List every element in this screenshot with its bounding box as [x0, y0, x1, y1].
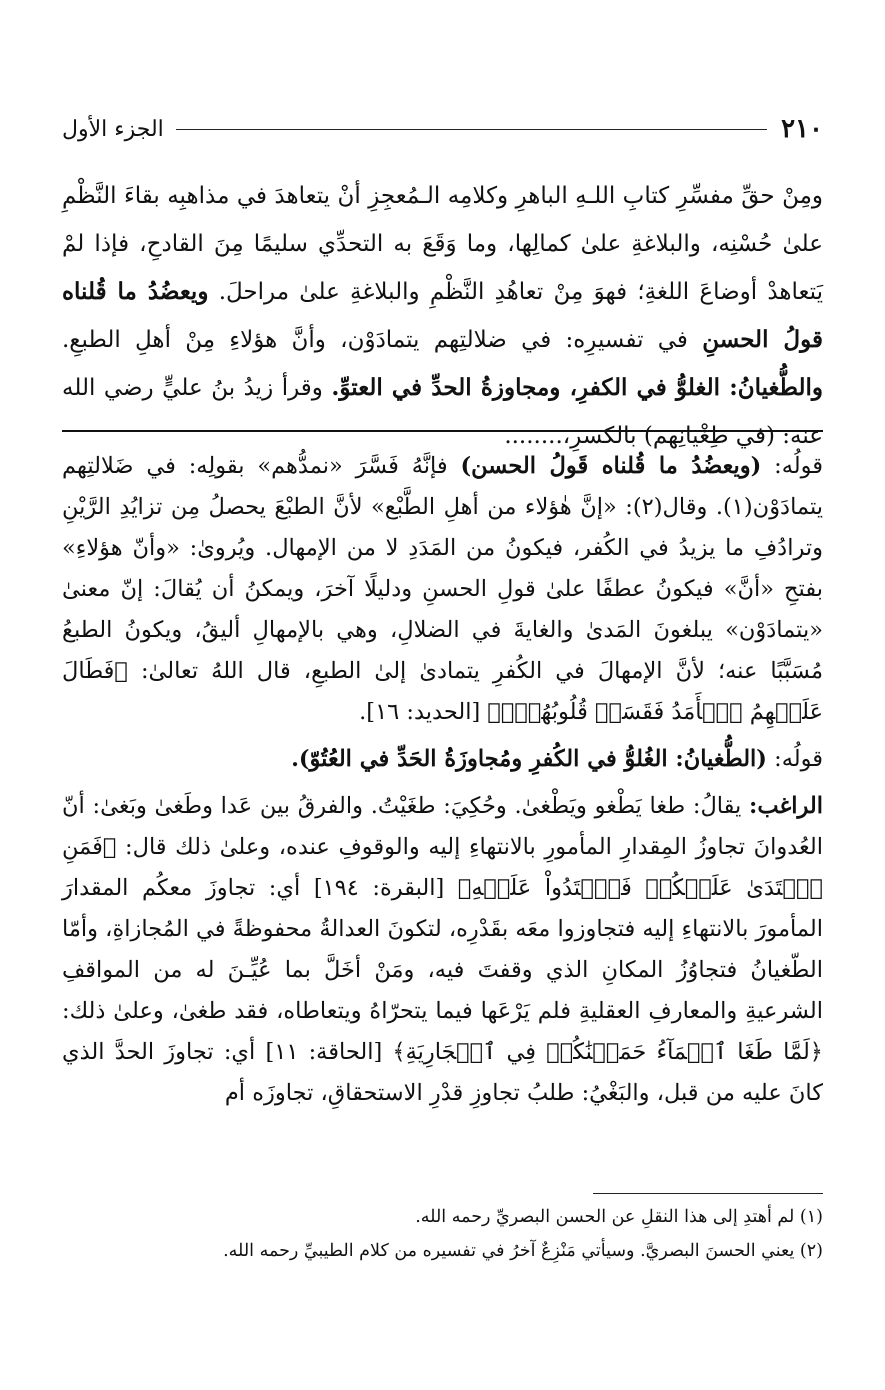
main-text-part: في تفسيرِه: في ضلالتِهم يتمادَوْن، وأنَّ هؤلاءِ مِنْ أهلِ الطبعِ. [62, 327, 688, 353]
footnote-rule [593, 1193, 823, 1194]
main-text-bold: ويعضُدُ ما قُلناه قولُ الحسنِ [62, 278, 824, 353]
main-text-part: وقرأ زيدُ بنُ عليٍّ رضي الله عنه: (في طِغْيانِهم) بالكسرِ،........ [62, 375, 823, 449]
footnote: (٢) يعني الحسنَ البصريَّ. وسيأتي مَنْزِعٌ آخرُ في تفسيره من كلام الطيبيِّ رحمه الله. [223, 1241, 823, 1261]
page-number: ٢١٠ [781, 114, 823, 144]
commentary-label: قولُه: [774, 746, 823, 772]
main-paragraph [62, 172, 823, 460]
commentary-label: قولُه: [774, 453, 824, 479]
commentary-body: فإنَّهُ فَسَّرَ «نمدُّهم» بقولِه: في ضَلالتِهم يتمادَوْن(١). وقال(٢): «إنَّ هٰؤلاء من أهلِ الطَّبْع» لأنَّ الطبْعَ يحصلُ مِن تزايُدِ الرَّيْنِ وترادُفِ ما يزيدُ في الكُفر، فيكونُ من المَدَدِ لا من الإمهال. ويُروىٰ: «وأنّ هؤلاءِ» بفتحِ «أنَّ» فيكونُ عطفًا علىٰ قولِ الحسنِ ودليلًا آخرَ، ويمكنُ أن يُقالَ: إنّ معنىٰ «يتمادَوْن» يبلغونَ المَدىٰ والغايةَ في الضلالِ، وهي بالإمهالِ أليقُ، ويكونُ الطبعُ مُسَبَّبًا عنه؛ لأنَّ الإمهالَ في الكُفرِ يتمادىٰ إلىٰ الطبعِ، قال اللهُ تعالىٰ: ﴿فَطَالَ عَلَيۡهِمُ ٱلۡأَمَدُ فَقَسَتۡ قُلُوبُهُمۡۖ﴾ [الحديد: ١٦]. [62, 453, 823, 725]
commentary-paragraph [62, 739, 823, 780]
commentary-paragraph [62, 446, 823, 733]
main-text [62, 172, 823, 460]
footnotes [62, 1200, 823, 1268]
commentary-text [62, 446, 823, 1120]
commentary-paragraph [62, 786, 823, 1114]
footnote: (١) لم أهتدِ إلى هذا النقلِ عن الحسن البصريِّ رحمه الله. [415, 1207, 823, 1227]
commentary-quote: (ويعضُدُ ما قُلناه قَولُ الحسن) [460, 453, 762, 479]
page-header [62, 112, 823, 146]
commentary-body: يقالُ: طغا يَطْغو ويَطْغىٰ. وحُكِيَ: طغَيْتُ. والفرقُ بين عَدا وطَغىٰ وبَغىٰ: أنّ العُدوانَ تجاوزُ المِقدارِ المأمورِ بالانتهاءِ إليه والوقوفِ عنده، وعلىٰ ذلك قال: ﴿فَمَنِ ٱعۡتَدَىٰ عَلَيۡكُمۡ فَٱعۡتَدُواْ عَلَيۡهِ﴾ [البقرة: ١٩٤] أي: تجاوزَ معكُم المقدارَ المأمورَ بالانتهاءِ إليه فتجاوزوا معَه بقَدْرِه، لتكونَ العدالةُ محفوظةً في المُجازاةِ، وأمّا الطّغيانُ فتجاوُزُ المكانِ الذي وقفتَ فيه، ومَنْ أخَلَّ بما عُيِّـنَ له من المواقفِ الشرعيةِ والمعارفِ العقليةِ فلم يَرْعَها فيما يتحرّاهُ ويتعاطاه، فقد طغىٰ، وعلىٰ ذلك: ﴿لَمَّا طَغَا ٱلۡمَآءُ حَمَلۡنَٰكُمۡ فِي ٱلۡجَارِيَةِ﴾ [الحاقة: ١١] أي: تجاوزَ الحدَّ الذي كانَ عليه من قبل، والبَغْيُ: طلبُ تجاوزِ قدْرِ الاستحقاقِ، تجاوزَه أم [62, 793, 823, 1106]
volume-title: الجزء الأول [62, 116, 164, 142]
commentary-source: الراغب: [749, 793, 823, 819]
commentary-quote: (الطُّغيانُ: الغُلوُّ في الكُفرِ ومُجاوزَةُ الحَدِّ في العُتُوّ). [291, 746, 767, 772]
section-separator [62, 430, 823, 432]
header-rule [176, 129, 767, 130]
main-text-bold: والطُّغيانُ: الغلوُّ في الكفرِ، ومجاوزةُ الحدِّ في العتوِّ. [331, 374, 824, 401]
main-text-part: ومِنْ حقِّ مفسِّرِ كتابِ اللـهِ الباهرِ وكلامِه الـمُعجِزِ أنْ يتعاهدَ في مذاهبِه بقاءَ النَّظْمِ علىٰ حُسْنِه، والبلاغةِ علىٰ كمالِها، وما وَقَعَ به التحدِّي سليمًا مِنَ القادحِ، فإذا لمْ يَتعاهدْ أوضاعَ اللغةِ؛ فهوَ مِنْ تعاهُدِ النَّظْمِ والبلاغةِ علىٰ مراحلَ. [62, 183, 823, 305]
